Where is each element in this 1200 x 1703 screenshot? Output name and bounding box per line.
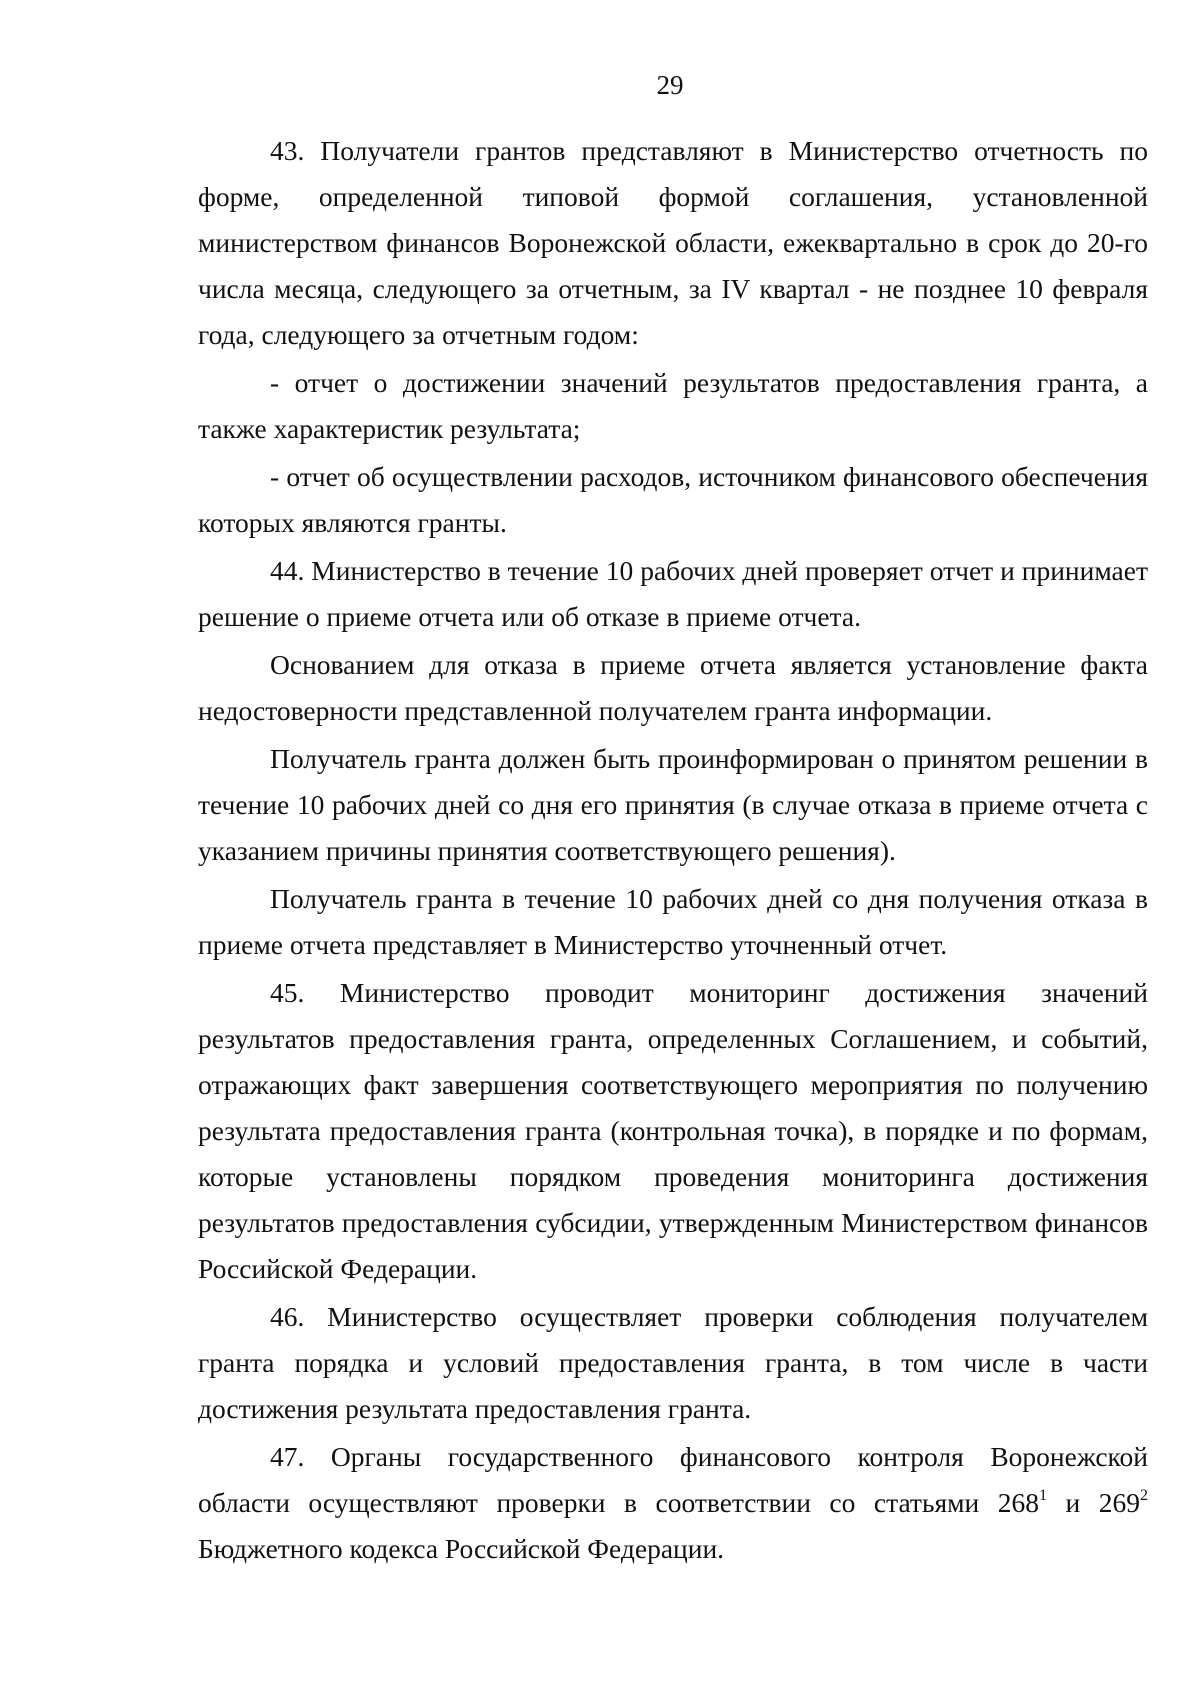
paragraph-44-notify: Получатель гранта должен быть проинформирован о принятом решении в течение 10 рабочих дней со дня его принятия (в случае отказа в приеме отчета с указанием причины принятия соответствующего решения). (198, 743, 1148, 866)
paragraph-43: 43. Получатели грантов представляют в Министерство отчетность по форме, определенной типовой формой соглашения, установленной министерством финансов Воронежской области, ежеквартально в срок до 20-го числа месяца, следующего за отчетным, за IV квартал - не позднее 10 февраля года, следующего за отчетным годом: (198, 135, 1148, 350)
paragraph-47-before: 47. Органы государственного финансового контроля Воронежской области осуществляют проверки в соответствии со статьями 268 (198, 1441, 1148, 1518)
paragraph-44: 44. Министерство в течение 10 рабочих дней проверяет отчет и принимает решение о приеме отчета или об отказе в приеме отчета. (198, 555, 1148, 632)
paragraph-47-middle: и 269 (1047, 1487, 1141, 1518)
paragraph-47-after: Бюджетного кодекса Российской Федерации. (198, 1533, 725, 1564)
document-body (198, 128, 1148, 1574)
article-269-superscript: 2 (1140, 1487, 1149, 1504)
page-number: 29 (656, 70, 684, 100)
paragraph-45: 45. Министерство проводит мониторинг достижения значений результатов предоставления гранта, определенных Соглашением, и событий, отражающих факт завершения соответствующего мероприятия по получению результата предоставления гранта (контрольная точка), в порядке и по формам, которые установлены порядком проведения мониторинга достижения результатов предоставления субсидии, утвержденным Министерством финансов Российской Федерации. (198, 977, 1148, 1284)
paragraph-44-refined: Получатель гранта в течение 10 рабочих дней со дня получения отказа в приеме отчета представляет в Министерство уточненный отчет. (198, 883, 1148, 960)
paragraph-43-item-2: - отчет об осуществлении расходов, источником финансового обеспечения которых являются гранты. (198, 461, 1148, 538)
paragraph-47 (198, 1434, 1148, 1572)
paragraph-43-item-1: - отчет о достижении значений результатов предоставления гранта, а также характеристик результата; (198, 367, 1148, 444)
paragraph-46: 46. Министерство осуществляет проверки соблюдения получателем гранта порядка и условий предоставления гранта, в том числе в части достижения результата предоставления гранта. (198, 1301, 1148, 1424)
article-268-superscript: 1 (1039, 1487, 1048, 1504)
paragraph-44-basis: Основанием для отказа в приеме отчета является установление факта недостоверности представленной получателем гранта информации. (198, 649, 1148, 726)
